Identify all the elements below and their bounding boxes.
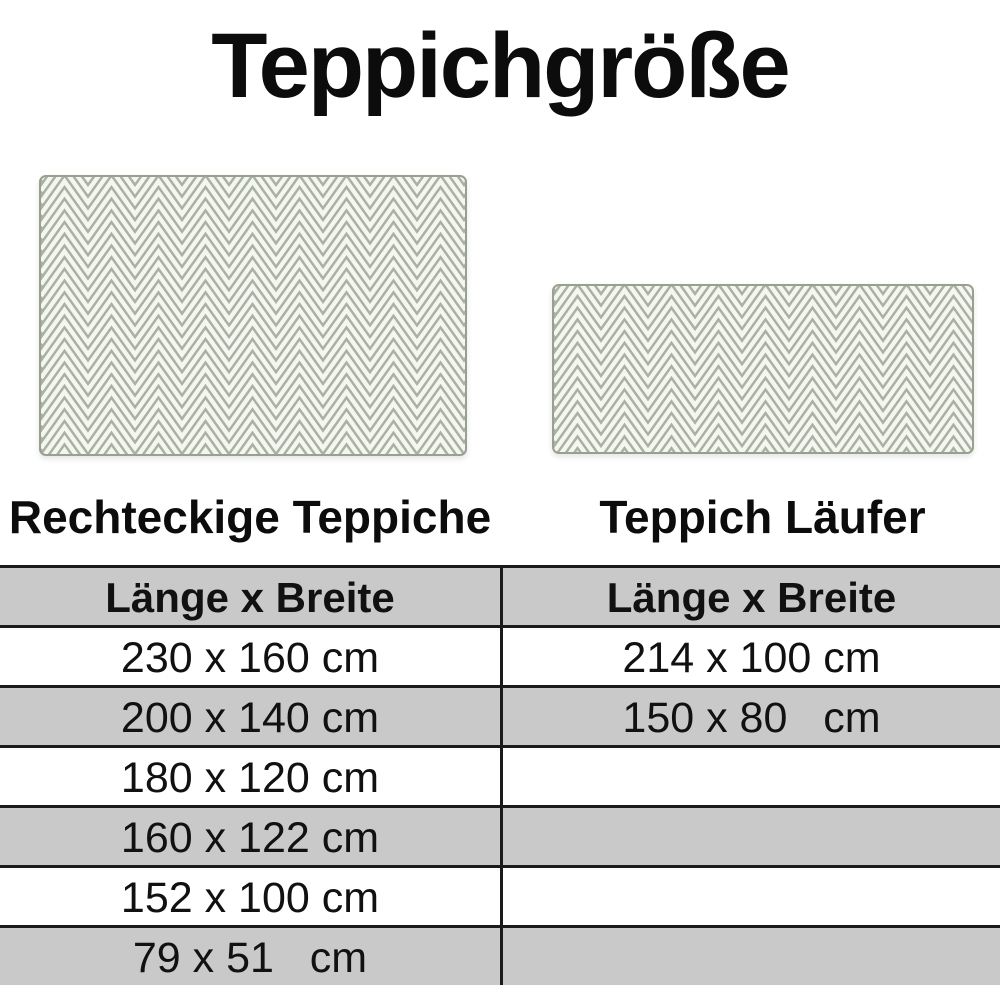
size-cell-runner (500, 928, 1000, 985)
table-row (0, 868, 1000, 928)
table-row (0, 748, 1000, 808)
table-row (0, 928, 1000, 985)
runner-rug-label: Teppich Läufer (599, 491, 926, 543)
size-cell-runner (500, 808, 1000, 865)
size-table (0, 565, 1000, 1000)
table-row (0, 688, 1000, 748)
size-cell-runner: 214 x 100 cm (500, 628, 1000, 685)
size-cell-runner (500, 868, 1000, 925)
size-cell-rectangular: 180 x 120 cm (0, 748, 500, 805)
rectangular-rug-label: Rechteckige Teppiche (8, 491, 492, 543)
header-cell-rectangular: Länge x Breite (0, 568, 500, 625)
rectangular-rug-image (39, 175, 467, 456)
size-cell-rectangular: 200 x 140 cm (0, 688, 500, 745)
size-cell-rectangular: 230 x 160 cm (0, 628, 500, 685)
size-cell-runner: 150 x 80 cm (500, 688, 1000, 745)
table-row (0, 808, 1000, 868)
size-cell-runner (500, 748, 1000, 805)
table-header-row (0, 568, 1000, 628)
size-cell-rectangular: 79 x 51 cm (0, 928, 500, 985)
size-cell-rectangular: 160 x 122 cm (0, 808, 500, 865)
page-title: Teppichgröße (211, 15, 789, 117)
runner-rug-image (552, 284, 974, 454)
header-cell-runner: Länge x Breite (500, 568, 1000, 625)
table-row (0, 628, 1000, 688)
size-cell-rectangular: 152 x 100 cm (0, 868, 500, 925)
